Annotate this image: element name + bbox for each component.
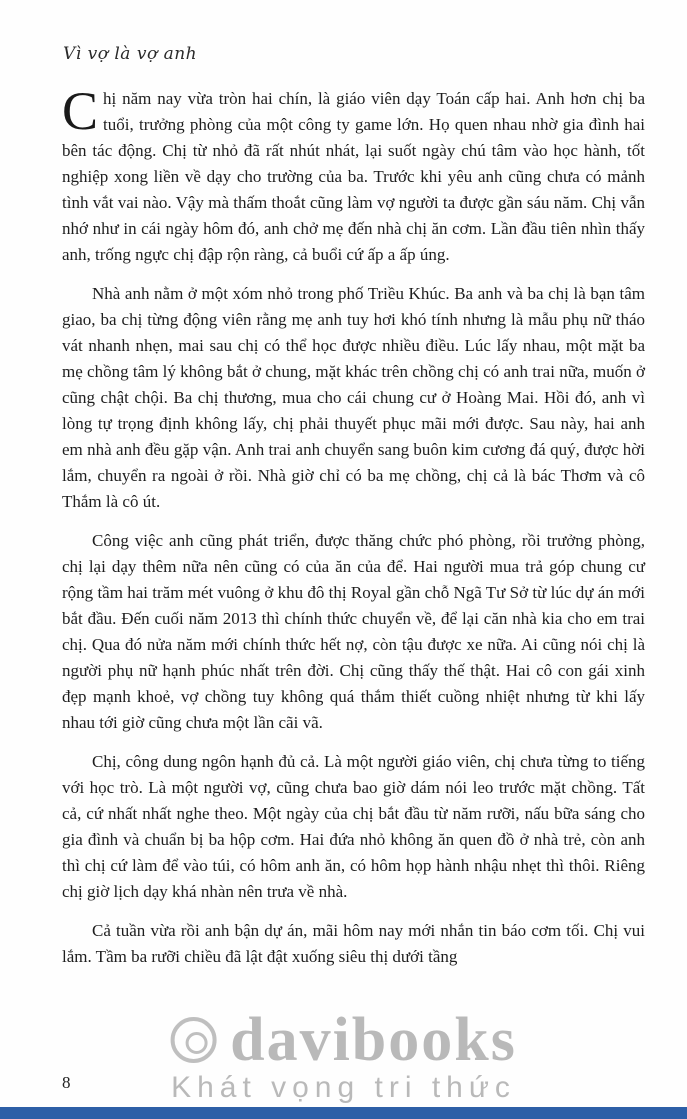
- running-header: Vì vợ là vợ anh: [63, 44, 198, 64]
- drop-cap: C: [62, 81, 99, 141]
- watermark-row: [170, 1006, 517, 1074]
- paragraph: [62, 81, 645, 268]
- watermark-logo-icon: [170, 1017, 216, 1063]
- page-body-text: [62, 81, 645, 983]
- footer-accent-bar: [0, 1107, 687, 1119]
- watermark-title: davibooks: [230, 1006, 517, 1074]
- watermark: [170, 1006, 517, 1105]
- paragraph: Công việc anh cũng phát triển, được thăng chức phó phòng, rồi trưởng phòng, chị lại dạy thêm nữa nên cũng có của ăn của để. Hai người mua trả góp chung cư rộng tầm hai trăm mét vuông ở khu đô thị Royal gần chỗ Ngã Tư Sở từ lúc dự án mới bắt đầu. Đến cuối năm 2013 thì chính thức chuyển về, để lại căn nhà kia cho em trai chị. Qua đó nửa năm mới chính thức hết nợ, còn tậu được xe nữa. Ai cũng nói chị là người phụ nữ hạnh phúc nhất trên đời. Chị cũng thấy thế thật. Hai cô con gái xinh đẹp mạnh khoẻ, vợ chồng tuy không quá thắm thiết cuồng nhiệt nhưng từ khi lấy nhau tới giờ cũng chưa một lần cãi vã.: [62, 531, 645, 732]
- watermark-subtitle: Khát vọng tri thức: [171, 1071, 516, 1104]
- paragraph: Cả tuần vừa rồi anh bận dự án, mãi hôm nay mới nhắn tin báo cơm tối. Chị vui lắm. Tầm ba rưỡi chiều đã lật đật xuống siêu thị dưới tầng: [62, 921, 645, 966]
- paragraph: Chị, công dung ngôn hạnh đủ cả. Là một người giáo viên, chị chưa từng to tiếng với học trò. Là một người vợ, cũng chưa bao giờ dám nói leo trước mặt chồng. Tất cả, cứ nhất nhất nghe theo. Một ngày của chị bắt đầu từ năm rưỡi, nấu bữa sáng cho gia đình và chuẩn bị ba hộp cơm. Hai đứa nhỏ không ăn quen đồ ở nhà trẻ, còn anh thì chị cứ làm để vào túi, có hôm anh ăn, có hôm họp hành nhậu nhẹt thì thôi. Riêng chị giờ lịch dạy khá nhàn nên trưa về nhà.: [62, 752, 645, 901]
- page-number: 8: [62, 1073, 71, 1092]
- paragraph: Nhà anh nằm ở một xóm nhỏ trong phố Triều Khúc. Ba anh và ba chị là bạn tâm giao, ba chị từng động viên rằng mẹ anh tuy hơi khó tính nhưng là mẫu phụ nữ tháo vát nhanh nhẹn, mai sau chị có thể học được nhiều điều. Lúc lấy nhau, một mặt ba mẹ chồng tâm lý không bắt ở chung, mặt khác trên chồng chị có anh trai nữa, muốn ở cũng chật chội. Ba chị thương, mua cho cái chung cư ở Hoàng Mai. Hồi đó, anh vì lòng tự trọng định không lấy, chị phải thuyết phục mãi mới được. Sau này, hai anh em nhà anh đều gặp vận. Anh trai anh chuyển sang buôn kim cương đá quý, được hời lắm, chuyển ra ngoài ở rồi. Nhà giờ chỉ có ba mẹ chồng, chị cả là bác Thơm và cô Thắm là cô út.: [62, 284, 645, 511]
- paragraph-text: hị năm nay vừa tròn hai chín, là giáo viên dạy Toán cấp hai. Anh hơn chị ba tuổi, trưởng phòng của một công ty game lớn. Họ quen nhau nhờ gia đình hai bên tác động. Chị từ nhỏ đã rất nhút nhát, lại suốt ngày chú tâm vào học hành, tốt nghiệp xong liền về dạy cho trường của ba. Trước khi yêu anh cũng chưa có mảnh tình vắt vai nào. Vậy mà thấm thoắt cũng làm vợ người ta được gần sáu năm. Chị vẫn nhớ như in cái ngày hôm đó, anh chở mẹ đến nhà chị ăn cơm. Lần đầu tiên nhìn thấy anh, trống ngực chị đập rộn ràng, cả buổi cứ ấp a ấp úng.: [62, 89, 645, 264]
